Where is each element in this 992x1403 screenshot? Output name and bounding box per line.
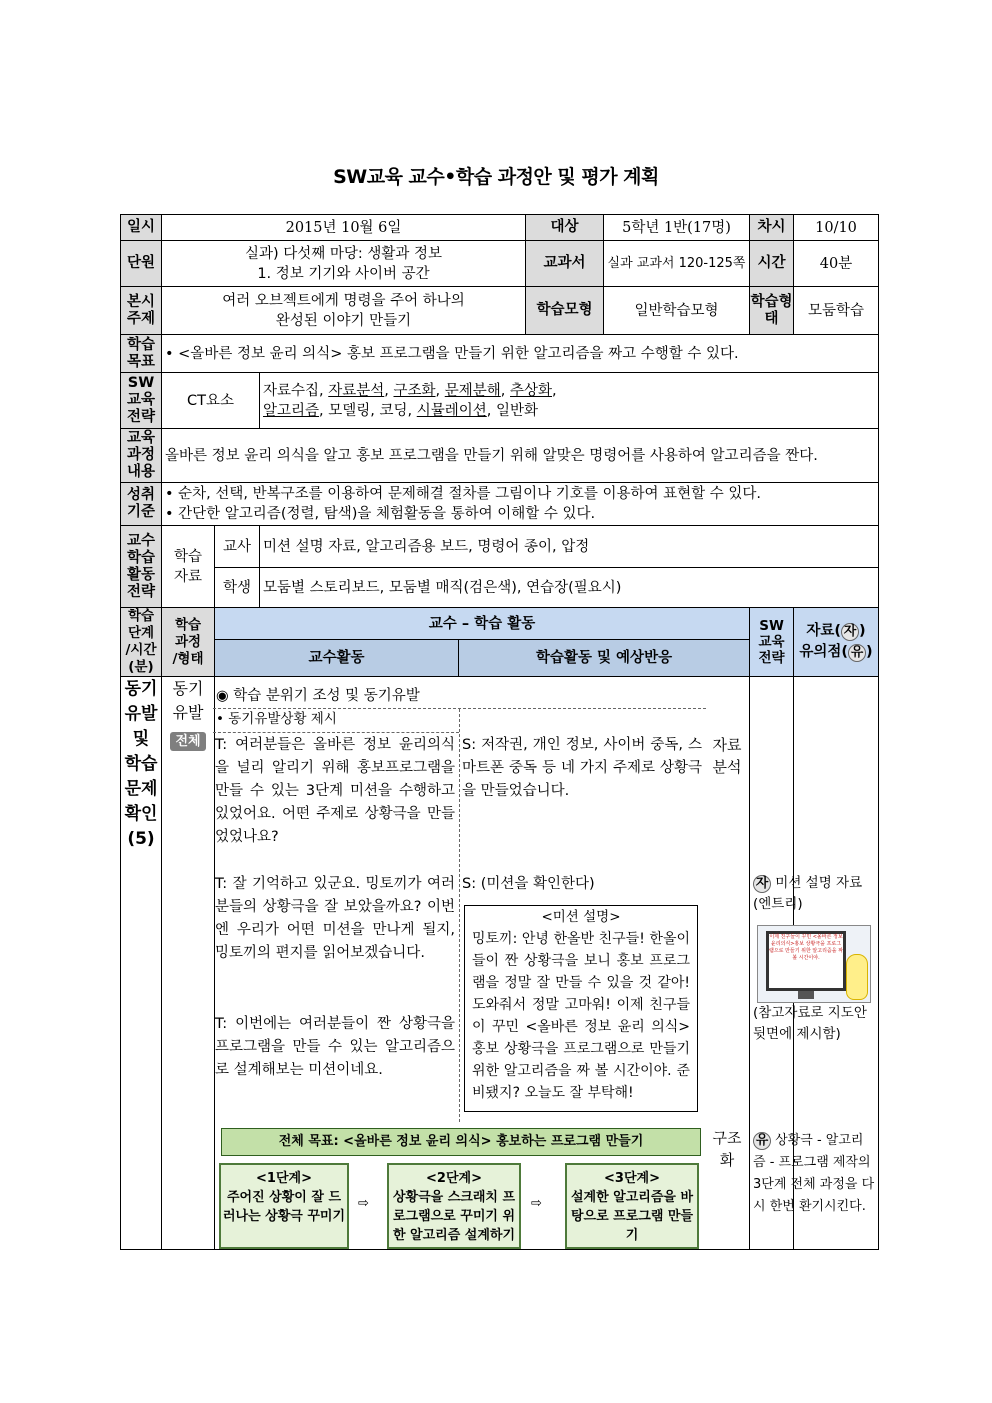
- process-header-line: /형태: [172, 650, 204, 667]
- process-header-line: 과정: [174, 633, 202, 650]
- student-materials: 모둠별 스토리보드, 모둠별 매직(검은색), 연습장(필요시): [260, 568, 879, 608]
- activity-heading: ◉ 학습 분위기 조성 및 동기유발: [213, 685, 706, 709]
- activity-divider: [459, 709, 460, 1122]
- achievement-line-2: • 간단한 알고리즘(정렬, 탐색)을 체험활동을 통하여 이해할 수 있다.: [165, 506, 596, 522]
- process-line: 동기: [172, 679, 204, 698]
- stage-line: (5): [127, 829, 155, 849]
- monitor-stand: [798, 991, 814, 999]
- materials-label: [162, 526, 215, 608]
- content-label-line-3: 내용: [126, 464, 155, 480]
- stage-line: 유발: [124, 704, 158, 724]
- ct-item: 자료분석: [328, 382, 385, 399]
- mission-text: 밍토끼: 안녕 한올반 친구들! 한올이들이 짠 상황극을 보니 홍보 프로그램을 정말 잘 만들 수 있을 것 같아! 도와줘서 정말 고마워! 이제 친구들이 꾸민 <올바른 정보 윤리 의식> 홍보 상황극을 프로그램으로 만들기 위한 알고리즘을 짜 볼 시간이야. 준비됐지? 오늘도 잘 부탁해!: [472, 931, 690, 1101]
- notes-header-text: ): [866, 644, 873, 660]
- textbook-label: 교과서: [526, 241, 604, 287]
- note-1-after: (참고자료로 지도안 뒷면에 제시함): [753, 1005, 867, 1042]
- stage-line: 동기: [124, 679, 158, 699]
- time-value: 40분: [794, 241, 879, 287]
- date-label: 일시: [121, 215, 162, 241]
- objective-label-line-2: 목표: [126, 353, 155, 370]
- arrow-icon: ⇨: [358, 1196, 369, 1211]
- sw-header-line: 전략: [758, 650, 785, 666]
- topic-label: [121, 287, 162, 335]
- notes-header-text: ): [859, 623, 866, 639]
- unit-label: 단원: [121, 241, 162, 287]
- achievement-label: [121, 483, 162, 526]
- achievement-label-line-2: 기준: [126, 504, 155, 520]
- content-label-line-1: 교육: [126, 430, 155, 446]
- stage-header-line: 학습: [127, 608, 155, 624]
- notes-header-text: 유의점(: [799, 644, 849, 660]
- stage-header-line: (분): [128, 659, 154, 675]
- ct-item: 알고리즘: [263, 402, 320, 419]
- caution-mark-icon: 유: [848, 644, 866, 662]
- achievement-label-line-1: 성취: [126, 487, 155, 503]
- sw-label-line-3: 전략: [126, 409, 155, 425]
- model-value: 일반학습모형: [604, 287, 750, 335]
- notes-header-text: 자료(: [806, 623, 842, 639]
- content-label-line-2: 과정: [126, 447, 155, 463]
- sw-strategy-1: [707, 734, 747, 778]
- topic-label-line-2: 주제: [126, 310, 155, 327]
- content-text: 올바른 정보 윤리 의식을 알고 홍보 프로그램을 만들기 위해 알맞은 명령어를 사용하여 알고리즘을 짠다.: [162, 429, 879, 483]
- target-label: 대상: [526, 215, 604, 241]
- ct-item: ,: [384, 382, 394, 399]
- materials-label-line-1: 학습: [173, 548, 202, 565]
- bunny-character-icon: [846, 954, 868, 1000]
- resources-label: [121, 526, 162, 608]
- step-2-title: <2단계>: [426, 1171, 482, 1186]
- ct-elements: [260, 373, 879, 429]
- stage-line: 학습: [124, 754, 158, 774]
- materials-label-line-2: 자료: [173, 568, 202, 585]
- mission-thumbnail-image: [757, 925, 871, 1003]
- caution-mark-icon: 유: [753, 1132, 771, 1150]
- date-value: 2015년 10월 6일: [162, 215, 526, 241]
- ct-item: 추상화: [510, 382, 553, 399]
- mission-box: [464, 905, 698, 1112]
- stage-header-line: /시간: [125, 642, 157, 658]
- note-1: [753, 873, 875, 915]
- stage-header-line: 단계: [127, 625, 155, 641]
- student-line-1: S: 저작권, 개인 정보, 사이버 중독, 스마트폰 중독 등 네 가지 주제로 상황극을 만들었습니다.: [462, 737, 702, 799]
- model-label: 학습모형: [526, 287, 604, 335]
- objective-text: • <올바른 정보 윤리 의식> 홍보 프로그램을 만들기 위한 알고리즘을 짜고 수행할 수 있다.: [162, 335, 879, 373]
- objective-label-line-1: 학습: [126, 336, 155, 353]
- ct-item: , 일반화: [486, 402, 539, 419]
- target-value: 5학년 1반(17명): [604, 215, 750, 241]
- resources-label-line-1: 교수: [126, 532, 155, 549]
- resources-label-line-3: 활동: [126, 566, 155, 583]
- student-materials-label: 학생: [215, 568, 260, 608]
- time-label: 시간: [750, 241, 794, 287]
- activity-group-header: 교수 – 학습 활동: [215, 608, 750, 640]
- sw-header-line: SW: [759, 618, 784, 634]
- topic-label-line-1: 본시: [126, 293, 155, 310]
- topic-line-1: 여러 오브젝트에게 명령을 주어 하나의: [222, 292, 465, 309]
- step-3-title: <3단계>: [604, 1171, 660, 1186]
- stage-cell: [121, 677, 162, 1250]
- step-3-box: [565, 1163, 699, 1249]
- sw-strategy-1-line: 자료: [712, 736, 742, 754]
- process-line: 유발: [172, 703, 204, 722]
- teacher-materials: 미션 설명 자료, 알고리즘용 보드, 명령어 종이, 압정: [260, 526, 879, 568]
- topic-line-2: 완성된 이야기 만들기: [275, 312, 412, 329]
- ct-item: , 모델링, 코딩,: [319, 402, 417, 419]
- sw-strategy-header: [750, 608, 794, 677]
- stage-header: [121, 608, 162, 677]
- form-badge: 전체: [170, 732, 205, 751]
- textbook-value: 실과 교과서 120-125쪽: [604, 241, 750, 287]
- teacher-line-3: T: 이번에는 여러분들이 짠 상황극을 프로그램을 만들 수 있는 알고리즘으로 설계해보는 미션이네요.: [215, 1016, 455, 1078]
- achievement-text: [162, 483, 879, 526]
- step-3-text: 설계한 알고리즘을 바탕으로 프로그램 만들기: [570, 1190, 694, 1243]
- note-1-text: 미션 설명 자료(엔트리): [753, 875, 863, 912]
- stage-line: 문제: [124, 779, 158, 799]
- ct-label: CT요소: [162, 373, 260, 429]
- step-1-title: <1단계>: [256, 1171, 312, 1186]
- sw-strategy-2-line: 화: [719, 1151, 735, 1169]
- resources-label-line-2: 학습: [126, 549, 155, 566]
- student-activity-header: 학습활동 및 예상반응: [459, 640, 750, 677]
- step-1-text: 주어진 상황이 잘 드러나는 상황극 꾸미기: [222, 1190, 346, 1224]
- stage-line: 확인: [124, 804, 158, 824]
- process-header: [162, 608, 215, 677]
- ct-elements-line-1: [263, 381, 875, 401]
- sw-strategy-2: [707, 1127, 747, 1171]
- student-line-2: S: (미션을 확인한다): [462, 876, 595, 892]
- ct-item: ,: [500, 382, 510, 399]
- process-header-line: 학습: [174, 616, 202, 633]
- teacher-activity-header: 교수활동: [215, 640, 459, 677]
- ct-item: 문제분해: [444, 382, 501, 399]
- mission-title: <미션 설명>: [541, 909, 621, 925]
- step-2-text: 상황극을 스크래치 프로그램으로 꾸미기 위한 알고리즘 설계하기: [392, 1190, 516, 1243]
- teacher-line-1: T: 여러분들은 올바른 정보 윤리의식을 널리 알리기 위해 홍보프로그램을 만들 수 있는 3단계 미션을 수행하고 있었어요. 어떤 주제로 상황극을 만들었었나요?: [215, 737, 455, 845]
- ct-item: ,: [435, 382, 445, 399]
- goal-banner: 전체 목표: <올바른 정보 윤리 의식> 홍보하는 프로그램 만들기: [221, 1128, 701, 1156]
- sw-strategy-label: [121, 373, 162, 429]
- content-label: [121, 429, 162, 483]
- sw-header-line: 교육: [758, 634, 785, 650]
- ct-item: 구조화: [393, 382, 436, 399]
- form-value: 모둠학습: [794, 287, 879, 335]
- sw-label-line-1: SW: [127, 375, 155, 391]
- step-2-box: [387, 1163, 521, 1249]
- ct-item: ,: [552, 382, 557, 399]
- ct-elements-line-2: [263, 401, 875, 421]
- page-title: SW교육 교수•학습 과정안 및 평가 계획: [333, 166, 659, 188]
- teacher-materials-label: 교사: [215, 526, 260, 568]
- sw-label-line-2: 교육: [126, 392, 155, 408]
- form-label: 학습형태: [750, 287, 794, 335]
- period-value: 10/10: [794, 215, 879, 241]
- ct-item: 시뮬레이션: [416, 402, 487, 419]
- ct-item: 자료수집,: [263, 382, 329, 399]
- thumbnail-text: 이제 친구들이 꾸민 <올바른 정보윤리의식>홍보 상황극을 프로그램으로 만들기 위한 알고리즘을 짜 볼 시간이야.: [769, 934, 843, 961]
- stage-line: 및: [132, 729, 150, 749]
- activity-sub: • 동기유발상황 제시: [213, 709, 459, 733]
- objective-label: [121, 335, 162, 373]
- teacher-line-2: T: 잘 기억하고 있군요. 밍토끼가 여러분들의 상황극을 잘 보았을까요? 이번엔 우리가 어떤 미션을 만나게 될지, 밍토끼의 편지를 읽어보겠습니다.: [215, 876, 455, 961]
- process-cell: [162, 677, 215, 1250]
- period-label: 차시: [750, 215, 794, 241]
- sw-strategy-2-line: 구조: [712, 1129, 742, 1147]
- note-2-text: 상황극 - 알고리즘 - 프로그램 제작의 3단계 전체 과정을 다시 한번 환기시킨다.: [753, 1133, 875, 1214]
- unit-line-1: 실과) 다섯째 마당: 생활과 정보: [244, 245, 443, 262]
- note-2: [753, 1130, 875, 1218]
- topic-value: [162, 287, 526, 335]
- notes-header-line-1: [797, 621, 875, 642]
- material-mark-icon: 자: [753, 875, 771, 893]
- achievement-line-1: • 순차, 선택, 반복구조를 이용하여 문제해결 절차를 그림이나 기호를 이용하여 표현할 수 있다.: [165, 486, 761, 502]
- notes-header: [794, 608, 879, 677]
- unit-line-2: 1. 정보 기기와 사이버 공간: [257, 265, 430, 282]
- sw-strategy-1-line: 분석: [712, 758, 742, 776]
- unit-value: [162, 241, 526, 287]
- arrow-icon: ⇨: [531, 1196, 542, 1211]
- notes-header-line-2: [797, 642, 875, 663]
- material-mark-icon: 자: [841, 623, 859, 641]
- resources-label-line-4: 전략: [126, 583, 155, 600]
- step-1-box: [219, 1163, 349, 1249]
